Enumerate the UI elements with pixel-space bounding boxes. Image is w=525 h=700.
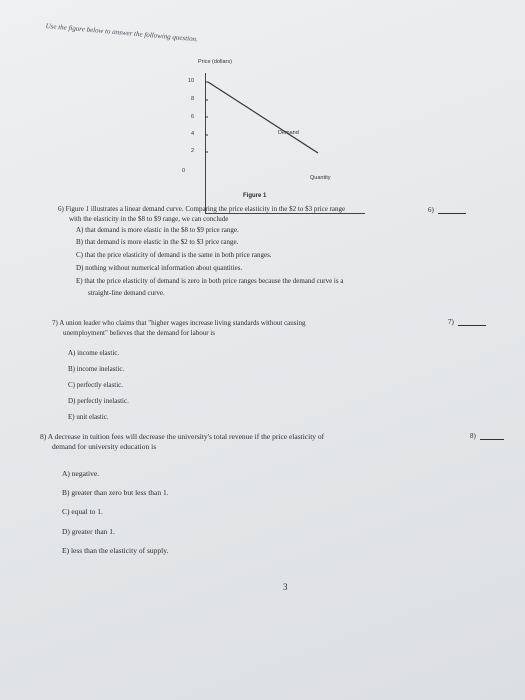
option: C) equal to 1. — [62, 507, 103, 516]
y-axis-label: Price (dollars) — [198, 59, 232, 65]
answer-blank[interactable] — [480, 439, 504, 440]
option: D) greater than 1. — [62, 527, 115, 536]
option: A) negative. — [62, 469, 100, 478]
answer-slot-6[interactable] — [428, 206, 466, 214]
x-axis-label: Quantity — [310, 175, 331, 181]
y-tick-label: 2 — [191, 148, 195, 154]
answer-number: 6) — [428, 206, 434, 214]
header-instruction: Use the figure below to answer the following question. — [45, 22, 199, 44]
figure-caption: Figure 1 — [243, 193, 267, 199]
demand-figure — [150, 55, 350, 185]
answer-blank[interactable] — [438, 213, 466, 214]
answer-slot-8[interactable] — [470, 432, 504, 440]
question-stem-cont: unemployment" believes that the demand for labour is — [63, 329, 215, 337]
answer-blank[interactable] — [458, 325, 486, 326]
option: D) nothing without numerical information about quantities. — [76, 264, 243, 272]
option: E) unit elastic. — [68, 413, 109, 421]
question-7 — [52, 318, 305, 338]
option: A) that demand is more elastic in the $8 to $9 price range. — [76, 226, 239, 234]
demand-label: Demand — [278, 130, 299, 136]
answer-number: 7) — [448, 318, 454, 326]
question-6 — [58, 204, 345, 224]
question-8 — [40, 432, 324, 452]
y-tick-label: 8 — [191, 96, 195, 102]
option-cont: straight-line demand curve. — [88, 289, 165, 297]
option: C) that the price elasticity of demand is the same in both price ranges. — [76, 251, 272, 259]
option: B) greater than zero but less than 1. — [62, 488, 169, 497]
question-stem-cont: with the elasticity in the $8 to $9 range, we can conclude — [69, 215, 229, 223]
question-stem: A decrease in tuition fees will decrease the university's total revenue if the price elasticity of — [47, 432, 325, 441]
question-number: 7) — [52, 319, 58, 327]
answer-number: 8) — [470, 432, 476, 440]
question-stem-cont: demand for university education is — [52, 442, 157, 451]
demand-curve — [150, 55, 360, 225]
option: E) that the price elasticity of demand is zero in both price ranges because the demand curve is a — [76, 277, 344, 285]
option: C) perfectly elastic. — [68, 381, 124, 389]
option: B) income inelastic. — [68, 365, 125, 373]
y-tick-label: 4 — [191, 131, 195, 137]
question-number: 6) — [58, 205, 64, 213]
option: B) that demand is more elastic in the $2 to $3 price range. — [76, 238, 239, 246]
question-number: 8) — [40, 432, 47, 441]
page-number: 3 — [283, 582, 288, 592]
option: D) perfectly inelastic. — [68, 397, 129, 405]
question-stem: Figure 1 illustrates a linear demand curve. Comparing the price elasticity in the $2 to $3 price range — [65, 205, 346, 213]
y-tick-label: 6 — [191, 114, 195, 120]
origin-label: 0 — [182, 168, 186, 174]
answer-slot-7[interactable] — [448, 318, 486, 326]
y-tick-label: 10 — [188, 78, 195, 84]
question-stem: A union leader who claims that "higher wages increase living standards without causing — [59, 319, 306, 327]
option: A) income elastic. — [68, 349, 120, 357]
option: E) less than the elasticity of supply. — [62, 546, 169, 555]
